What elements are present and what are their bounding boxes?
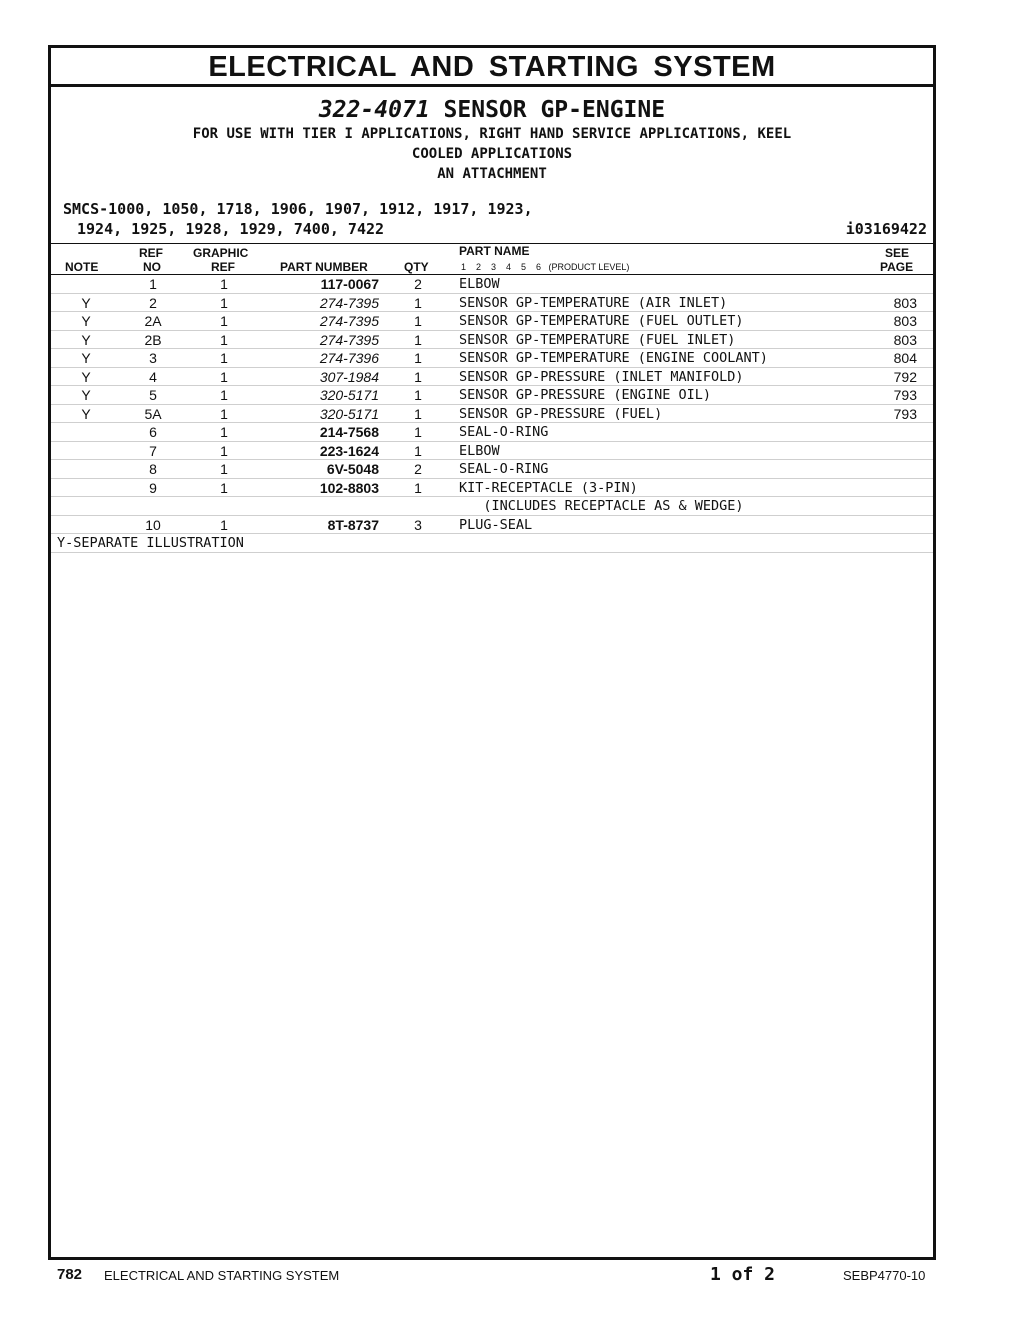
page-footer [0,1266,1020,1288]
row-ref-no: 6 [149,424,157,440]
row-ref-no: 8 [149,461,157,477]
row-graphic-ref: 1 [220,516,228,533]
table-row [51,442,933,461]
row-part-number: 8T-8737 [327,516,379,533]
row-qty: 3 [414,516,422,533]
row-note: Y [81,313,91,329]
row-ref-no: 2B [144,331,162,348]
row-part-name: (INCLUDES RECEPTACLE AS & WEDGE) [459,498,744,514]
smcs-line: 1924, 1925, 1928, 1929, 7400, 7422 [77,220,385,238]
row-qty: 1 [414,294,422,311]
footnote: Y-SEPARATE ILLUSTRATION [51,534,933,553]
row-qty: 2 [414,276,422,292]
table-row [51,386,933,405]
row-graphic-ref: 1 [220,424,228,440]
row-part-name: SEAL-O-RING [459,461,549,477]
row-ref-no: 5 [149,387,157,403]
row-note: Y [81,368,91,385]
group-description-line: COOLED APPLICATIONS [411,146,573,162]
row-ref-no: 1 [149,276,157,292]
row-part-number: 102-8803 [319,479,379,496]
footer-section: ELECTRICAL AND STARTING SYSTEM [104,1268,340,1283]
row-ref-no: 5A [144,405,162,422]
row-part-name: SENSOR GP-PRESSURE (FUEL) [459,405,663,422]
row-graphic-ref: 1 [220,461,228,477]
row-part-number: 274-7395 [319,313,379,329]
row-part-name: SENSOR GP-PRESSURE (INLET MANIFOLD) [459,368,744,385]
table-row [51,331,933,350]
parts-page-frame [48,45,936,1260]
row-part-number: 274-7395 [319,331,379,348]
row-qty: 1 [414,313,422,329]
row-part-name: ELBOW [459,276,500,292]
row-graphic-ref: 1 [220,479,228,496]
row-ref-no: 9 [149,479,157,496]
col-graphic: GRAPHIC [193,246,249,260]
col-note: NOTE [65,260,99,274]
row-part-number: 274-7396 [319,350,379,366]
row-part-name: SENSOR GP-TEMPERATURE (FUEL INLET) [459,331,736,348]
group-description-line: AN ATTACHMENT [437,166,547,182]
row-part-number: 320-5171 [319,405,379,422]
row-part-name: ELBOW [459,442,500,459]
row-see-page: 792 [893,368,917,385]
row-ref-no: 2 [149,294,157,311]
row-qty: 1 [414,442,422,459]
row-see-page: 803 [893,331,917,348]
group-part-number: 322-4071 [318,97,430,123]
table-row [51,497,933,516]
row-note: Y [81,331,91,348]
row-part-name: SENSOR GP-TEMPERATURE (FUEL OUTLET) [459,313,744,329]
row-qty: 1 [414,479,422,496]
row-qty: 1 [414,331,422,348]
row-part-number: 214-7568 [319,424,379,440]
col-see-page: PAGE [880,260,914,274]
table-row [51,423,933,442]
row-part-name: KIT-RECEPTACLE (3-PIN) [459,479,638,496]
row-part-number: 6V-5048 [326,461,379,477]
table-row [51,405,933,424]
footer-document: SEBP4770-10 [843,1268,926,1283]
row-graphic-ref: 1 [220,442,228,459]
table-row [51,460,933,479]
row-qty: 2 [414,461,422,477]
smcs-line: SMCS-1000, 1050, 1718, 1906, 1907, 1912, 1917, 1923, [63,200,533,218]
row-graphic-ref: 1 [220,387,228,403]
row-see-page: 793 [893,387,917,403]
col-see: SEE [885,246,910,260]
footer-sheet: 1 of 2 [710,1264,776,1285]
row-ref-no: 3 [149,350,157,366]
illustration-id: i03169422 [845,220,927,238]
group-header [51,96,933,244]
table-row [51,479,933,498]
col-graphic-ref: REF [211,260,235,274]
col-qty: QTY [404,260,429,274]
row-see-page: 793 [893,405,917,422]
row-graphic-ref: 1 [220,405,228,422]
table-row [51,312,933,331]
row-part-number: 307-1984 [319,368,379,385]
table-row [51,368,933,387]
row-part-name: PLUG-SEAL [459,516,533,533]
row-graphic-ref: 1 [220,313,228,329]
row-see-page: 803 [893,294,917,311]
table-row [51,349,933,368]
smcs-codes [63,199,643,239]
row-note: Y [81,405,91,422]
row-qty: 1 [414,405,422,422]
row-part-name: SENSOR GP-TEMPERATURE (AIR INLET) [459,294,728,311]
group-description-line: FOR USE WITH TIER I APPLICATIONS, RIGHT HAND SERVICE APPLICATIONS, KEEL [192,126,792,142]
row-graphic-ref: 1 [220,294,228,311]
col-ref: REF [139,246,163,260]
column-headers [51,244,933,275]
group-name: SENSOR GP-ENGINE [443,97,666,123]
row-part-number: 320-5171 [319,387,379,403]
col-ref-no: NO [143,260,161,274]
row-part-name: SENSOR GP-PRESSURE (ENGINE OIL) [459,387,711,403]
col-part-number: PART NUMBER [280,260,368,274]
footer-page-number: 782 [57,1266,83,1283]
table-row [51,516,933,535]
row-graphic-ref: 1 [220,368,228,385]
section-title: ELECTRICAL AND STARTING SYSTEM [51,48,933,87]
row-note: Y [81,387,91,403]
row-see-page: 804 [893,350,917,366]
row-ref-no: 7 [149,442,157,459]
row-qty: 1 [414,387,422,403]
row-qty: 1 [414,424,422,440]
row-part-number: 117-0067 [320,276,379,292]
row-graphic-ref: 1 [220,331,228,348]
table-row [51,275,933,294]
row-part-name: SEAL-O-RING [459,424,549,440]
col-part-name: PART NAME [459,244,530,258]
row-graphic-ref: 1 [220,276,228,292]
row-ref-no: 10 [145,516,161,533]
row-qty: 1 [414,368,422,385]
table-row [51,294,933,313]
row-note: Y [81,294,91,311]
parts-list [51,275,933,534]
row-note: Y [81,350,91,366]
row-part-number: 274-7395 [319,294,379,311]
row-see-page: 803 [893,313,917,329]
row-part-number: 223-1624 [319,442,379,459]
row-ref-no: 4 [149,368,157,385]
col-product-level: 1 2 3 4 5 6 (PRODUCT LEVEL) [461,262,630,272]
row-graphic-ref: 1 [220,350,228,366]
row-ref-no: 2A [144,313,162,329]
row-qty: 1 [414,350,422,366]
row-part-name: SENSOR GP-TEMPERATURE (ENGINE COOLANT) [459,350,768,366]
group-title [51,96,933,124]
